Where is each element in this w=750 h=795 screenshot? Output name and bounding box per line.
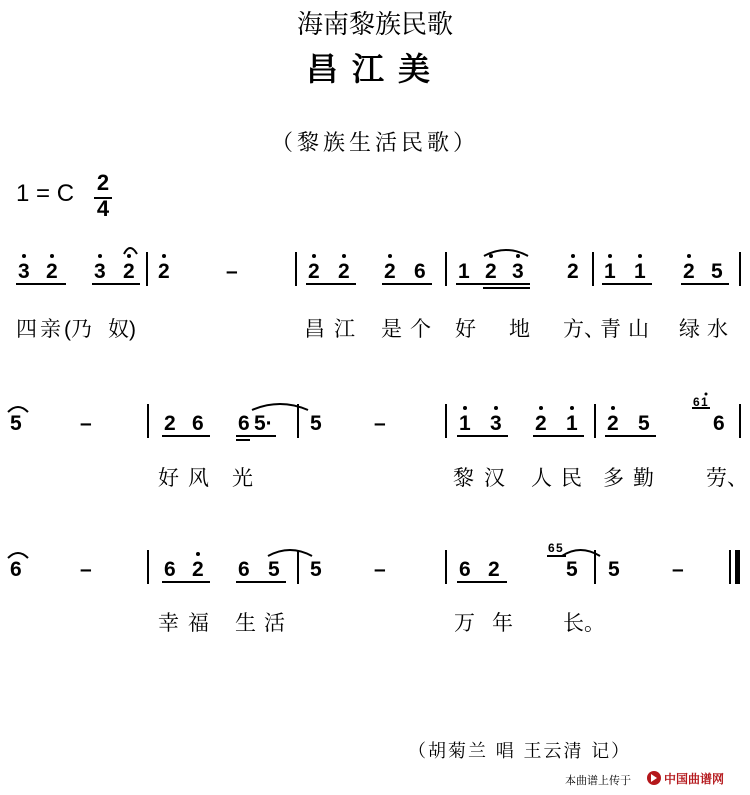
lyric: 汉 xyxy=(484,467,505,490)
note: 6 xyxy=(238,412,250,435)
lyric: 福 xyxy=(188,612,209,635)
lyric: 幸 xyxy=(158,612,179,635)
note: 1 xyxy=(459,412,471,435)
lyric: 好 xyxy=(158,467,179,490)
note: 6 xyxy=(10,558,22,581)
time-signature-top: 2 xyxy=(96,170,110,195)
note: 2 xyxy=(485,260,497,283)
note: 1 xyxy=(604,260,616,283)
note: 6 xyxy=(414,260,426,283)
lyric: 江 xyxy=(334,318,355,341)
lyric: 四 xyxy=(16,318,37,341)
octave-dots xyxy=(196,552,200,556)
lyric: 地 xyxy=(509,318,530,341)
note: 6 xyxy=(459,558,471,581)
lyric: 好 xyxy=(455,318,476,341)
note: 2 xyxy=(123,260,135,283)
lyric: 山 xyxy=(628,318,649,341)
lyric: 生 xyxy=(235,612,256,635)
note: 6 xyxy=(713,412,725,435)
lyric: 青 xyxy=(600,318,621,341)
time-signature-bottom: 4 xyxy=(96,196,110,221)
final-barline xyxy=(729,550,740,584)
note: 5 xyxy=(10,412,22,435)
note: 2 xyxy=(46,260,58,283)
score-line-2 xyxy=(8,393,748,491)
note: 2 xyxy=(308,260,320,283)
note: 2 xyxy=(192,558,204,581)
note: 5 xyxy=(268,558,280,581)
dash: – xyxy=(374,558,386,581)
lyric: 年 xyxy=(492,612,513,635)
lyric: 奴) xyxy=(108,318,136,341)
note: 6 xyxy=(238,558,250,581)
score-line-1 xyxy=(16,248,740,341)
footer-upload-text: 本曲谱上传于 xyxy=(565,774,631,787)
lyric: 水 xyxy=(707,318,728,341)
grace-note: 6 xyxy=(693,395,700,409)
note: 2 xyxy=(488,558,500,581)
note: 1 xyxy=(634,260,646,283)
lyric: 风 xyxy=(188,467,209,490)
lyric: 昌 xyxy=(304,318,325,341)
lyric: 勤 xyxy=(633,467,654,490)
note: 1 xyxy=(566,412,578,435)
lyric: (乃 xyxy=(64,318,92,341)
note: 2 xyxy=(164,412,176,435)
song-origin: 海南黎族民歌 xyxy=(296,10,453,40)
lyric: 个 xyxy=(410,318,431,341)
score-line-3 xyxy=(8,541,740,635)
lyric: 民 xyxy=(561,467,582,490)
dash: – xyxy=(80,558,92,581)
note: 3 xyxy=(490,412,502,435)
lyric: 亲 xyxy=(40,318,61,341)
note: 2 xyxy=(158,260,170,283)
lyric: 劳、 xyxy=(706,467,748,490)
lyric: 多 xyxy=(603,467,624,490)
dash: – xyxy=(374,412,386,435)
lyric: 方、 xyxy=(563,318,605,341)
song-genre: （黎族生活民歌） xyxy=(270,131,479,156)
dash: – xyxy=(226,260,238,283)
lyric: 光 xyxy=(232,467,253,490)
note: 3 xyxy=(512,260,524,283)
grace-note: 6 xyxy=(548,541,555,555)
note: 3 xyxy=(18,260,30,283)
performer-credit: （胡菊兰 唱 王云清 记） xyxy=(408,741,632,762)
lyric: 活 xyxy=(264,612,285,635)
barlines xyxy=(148,550,595,584)
dash: – xyxy=(672,558,684,581)
lyric: 是 xyxy=(381,318,402,341)
site-logo-icon[interactable] xyxy=(646,770,662,786)
barlines xyxy=(148,404,740,438)
grace-note: 5 xyxy=(556,541,563,555)
key-signature: 1 = C xyxy=(16,180,75,207)
song-title: 昌江美 xyxy=(305,50,444,88)
note: 2 xyxy=(535,412,547,435)
note: 6 xyxy=(192,412,204,435)
note: 2 xyxy=(338,260,350,283)
lyric: 绿 xyxy=(679,318,700,341)
note: 5 xyxy=(608,558,620,581)
note: 2 xyxy=(567,260,579,283)
note: 5 xyxy=(638,412,650,435)
note: 5 xyxy=(566,558,578,581)
note: 3 xyxy=(94,260,106,283)
note: 2 xyxy=(384,260,396,283)
note: 5 xyxy=(310,412,322,435)
lyric: 黎 xyxy=(453,467,474,490)
dash: – xyxy=(80,412,92,435)
lyric: 人 xyxy=(531,467,552,490)
site-link[interactable]: 中国曲谱网 xyxy=(664,772,725,786)
lyric: 万 xyxy=(454,612,475,635)
note: 5 xyxy=(711,260,723,283)
note: 2 xyxy=(607,412,619,435)
note: 1 xyxy=(458,260,470,283)
octave-dots xyxy=(22,254,691,258)
note: 5 xyxy=(310,558,322,581)
note: 2 xyxy=(683,260,695,283)
lyric: 长。 xyxy=(563,612,605,635)
grace-note: 1 xyxy=(701,395,708,409)
note: 6 xyxy=(164,558,176,581)
note: 5· xyxy=(254,412,273,435)
octave-dots xyxy=(463,393,708,411)
